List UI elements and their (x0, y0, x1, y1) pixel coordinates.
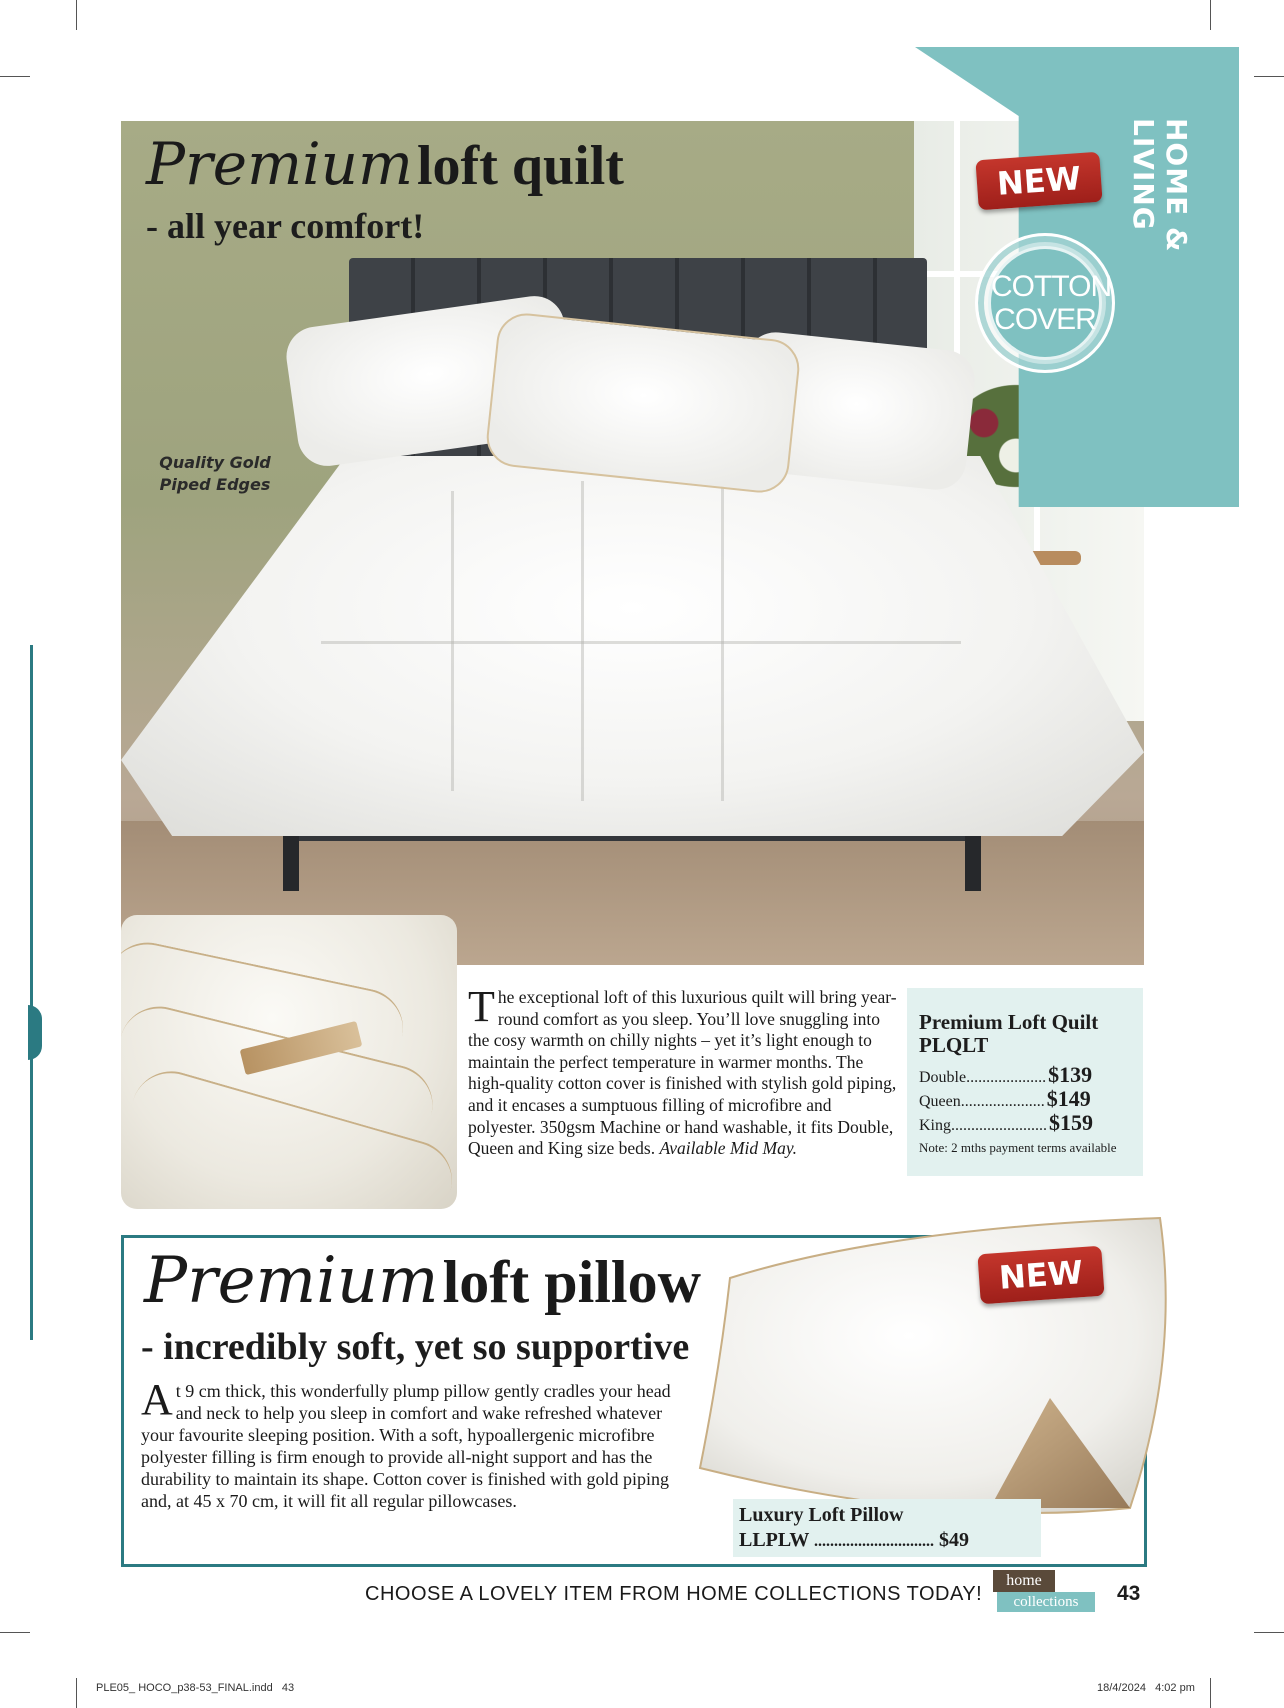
price-row-king (919, 1110, 1139, 1136)
pillow-price-amount: $49 (939, 1529, 970, 1551)
logo-bottom: collections (997, 1592, 1095, 1612)
price-dots: ........................ (951, 1117, 1047, 1134)
crop-mark-left-top (0, 76, 30, 77)
crop-mark-right-bottom (1254, 1632, 1284, 1633)
quilt-description (468, 982, 898, 1160)
callout-line-1: Quality Gold (159, 453, 271, 472)
page-number: 43 (1117, 1582, 1141, 1605)
price-row-queen (919, 1086, 1139, 1112)
crop-mark-top-right (1210, 0, 1211, 30)
home-collections-logo (993, 1570, 1097, 1614)
quilt-dropcap: T (468, 982, 495, 1031)
quilt (121, 456, 1144, 836)
pillow-headline (144, 1244, 701, 1318)
quilt-closeup-photo (121, 915, 457, 1209)
crop-mark-top-left (76, 0, 77, 30)
quilt-new-badge: NEW (975, 152, 1102, 211)
pillow-price-name: Luxury Loft Pillow (739, 1504, 904, 1526)
footer-tagline: CHOOSE A LOVELY ITEM FROM HOME COLLECTIONS TODAY! (365, 1583, 983, 1605)
pillow-title-script: Premium (144, 1244, 439, 1318)
pillow-price-code: LLPLW (739, 1529, 810, 1551)
price-amount: $159 (1049, 1110, 1093, 1135)
pillow-new-badge: NEW (977, 1246, 1104, 1305)
slug-datetime: 18/4/2024 4:02 pm (1097, 1682, 1195, 1694)
pillow-front (484, 311, 802, 496)
quilt-title-script: Premium (146, 130, 413, 198)
pillow-dropcap: A (141, 1375, 173, 1424)
crop-mark-left-bottom (0, 1632, 30, 1633)
quilt-callout (150, 452, 280, 496)
left-edge-teal-line (30, 645, 33, 1340)
quilt-description-text: he exceptional loft of this luxurious quilt will bring year-round comfort as you sleep. You’ll love snuggling into the cosy warmth on chilly nights – yet it’s light enough to maintain the perfect temperature in warmer months. The high-quality cotton cover is finished with stylish gold piping, and it encases a sumptuous filling of microfibre and polyester. 350gsm Machine or hand washable, it fits Double, Queen and King size beds. (468, 987, 897, 1159)
pillow-subtitle: - incredibly soft, yet so supportive (141, 1326, 690, 1368)
cotton-line-2: COVER (994, 303, 1096, 336)
quilt-price-box (907, 988, 1143, 1176)
quilt-price-name: Premium Loft Quilt (919, 1010, 1099, 1034)
logo-top: home (993, 1570, 1055, 1592)
cotton-line-1: COTTON (991, 270, 1112, 303)
pillow-price-dots: .............................. (814, 1533, 935, 1550)
slug-file: PLE05_ HOCO_p38-53_FINAL.indd 43 (96, 1682, 295, 1694)
crop-mark-bottom-right (1210, 1678, 1211, 1708)
price-size: Queen (919, 1093, 961, 1110)
pillow-price-box (733, 1499, 1041, 1557)
quilt-headline (146, 130, 624, 198)
price-amount: $149 (1046, 1086, 1091, 1111)
crop-mark-bottom-left (76, 1678, 77, 1708)
cotton-cover-badge (975, 233, 1115, 373)
pillow-description-text: t 9 cm thick, this wonderfully plump pillow gently cradles your head and neck to help you sleep in comfort and wake refreshed whatever your favourite sleeping position. With a soft, hypoallergenic microfibre polyester filling is firm enough to provide all-night support and has the durability to maintain its shape. Cotton cover is finished with gold piping and, at 45 x 70 cm, it will fit all regular pillowcases. (141, 1381, 671, 1511)
price-dots: ..................... (960, 1093, 1045, 1110)
section-tab-label: HOME & LIVING (1127, 118, 1193, 253)
pillow-description (141, 1375, 689, 1512)
price-row-double (919, 1062, 1139, 1088)
quilt-price-code: PLQLT (919, 1033, 989, 1057)
quilt-availability: Available Mid May. (659, 1138, 798, 1159)
quilt-price-note: Note: 2 mths payment terms available (919, 1140, 1117, 1155)
left-edge-teal-tab (28, 1005, 42, 1060)
pillow-title-rest: loft pillow (442, 1249, 701, 1315)
callout-line-2: Piped Edges (159, 475, 271, 494)
quilt-subtitle: - all year comfort! (146, 206, 425, 246)
price-amount: $139 (1048, 1062, 1093, 1087)
price-dots: .................... (966, 1069, 1047, 1086)
price-size: King (919, 1117, 951, 1134)
crop-mark-right-top (1254, 76, 1284, 77)
quilt-title-rest: loft quilt (416, 135, 624, 197)
pillow-price-line (739, 1529, 969, 1552)
main-bed-photo (121, 121, 1144, 965)
price-size: Double (919, 1069, 967, 1086)
